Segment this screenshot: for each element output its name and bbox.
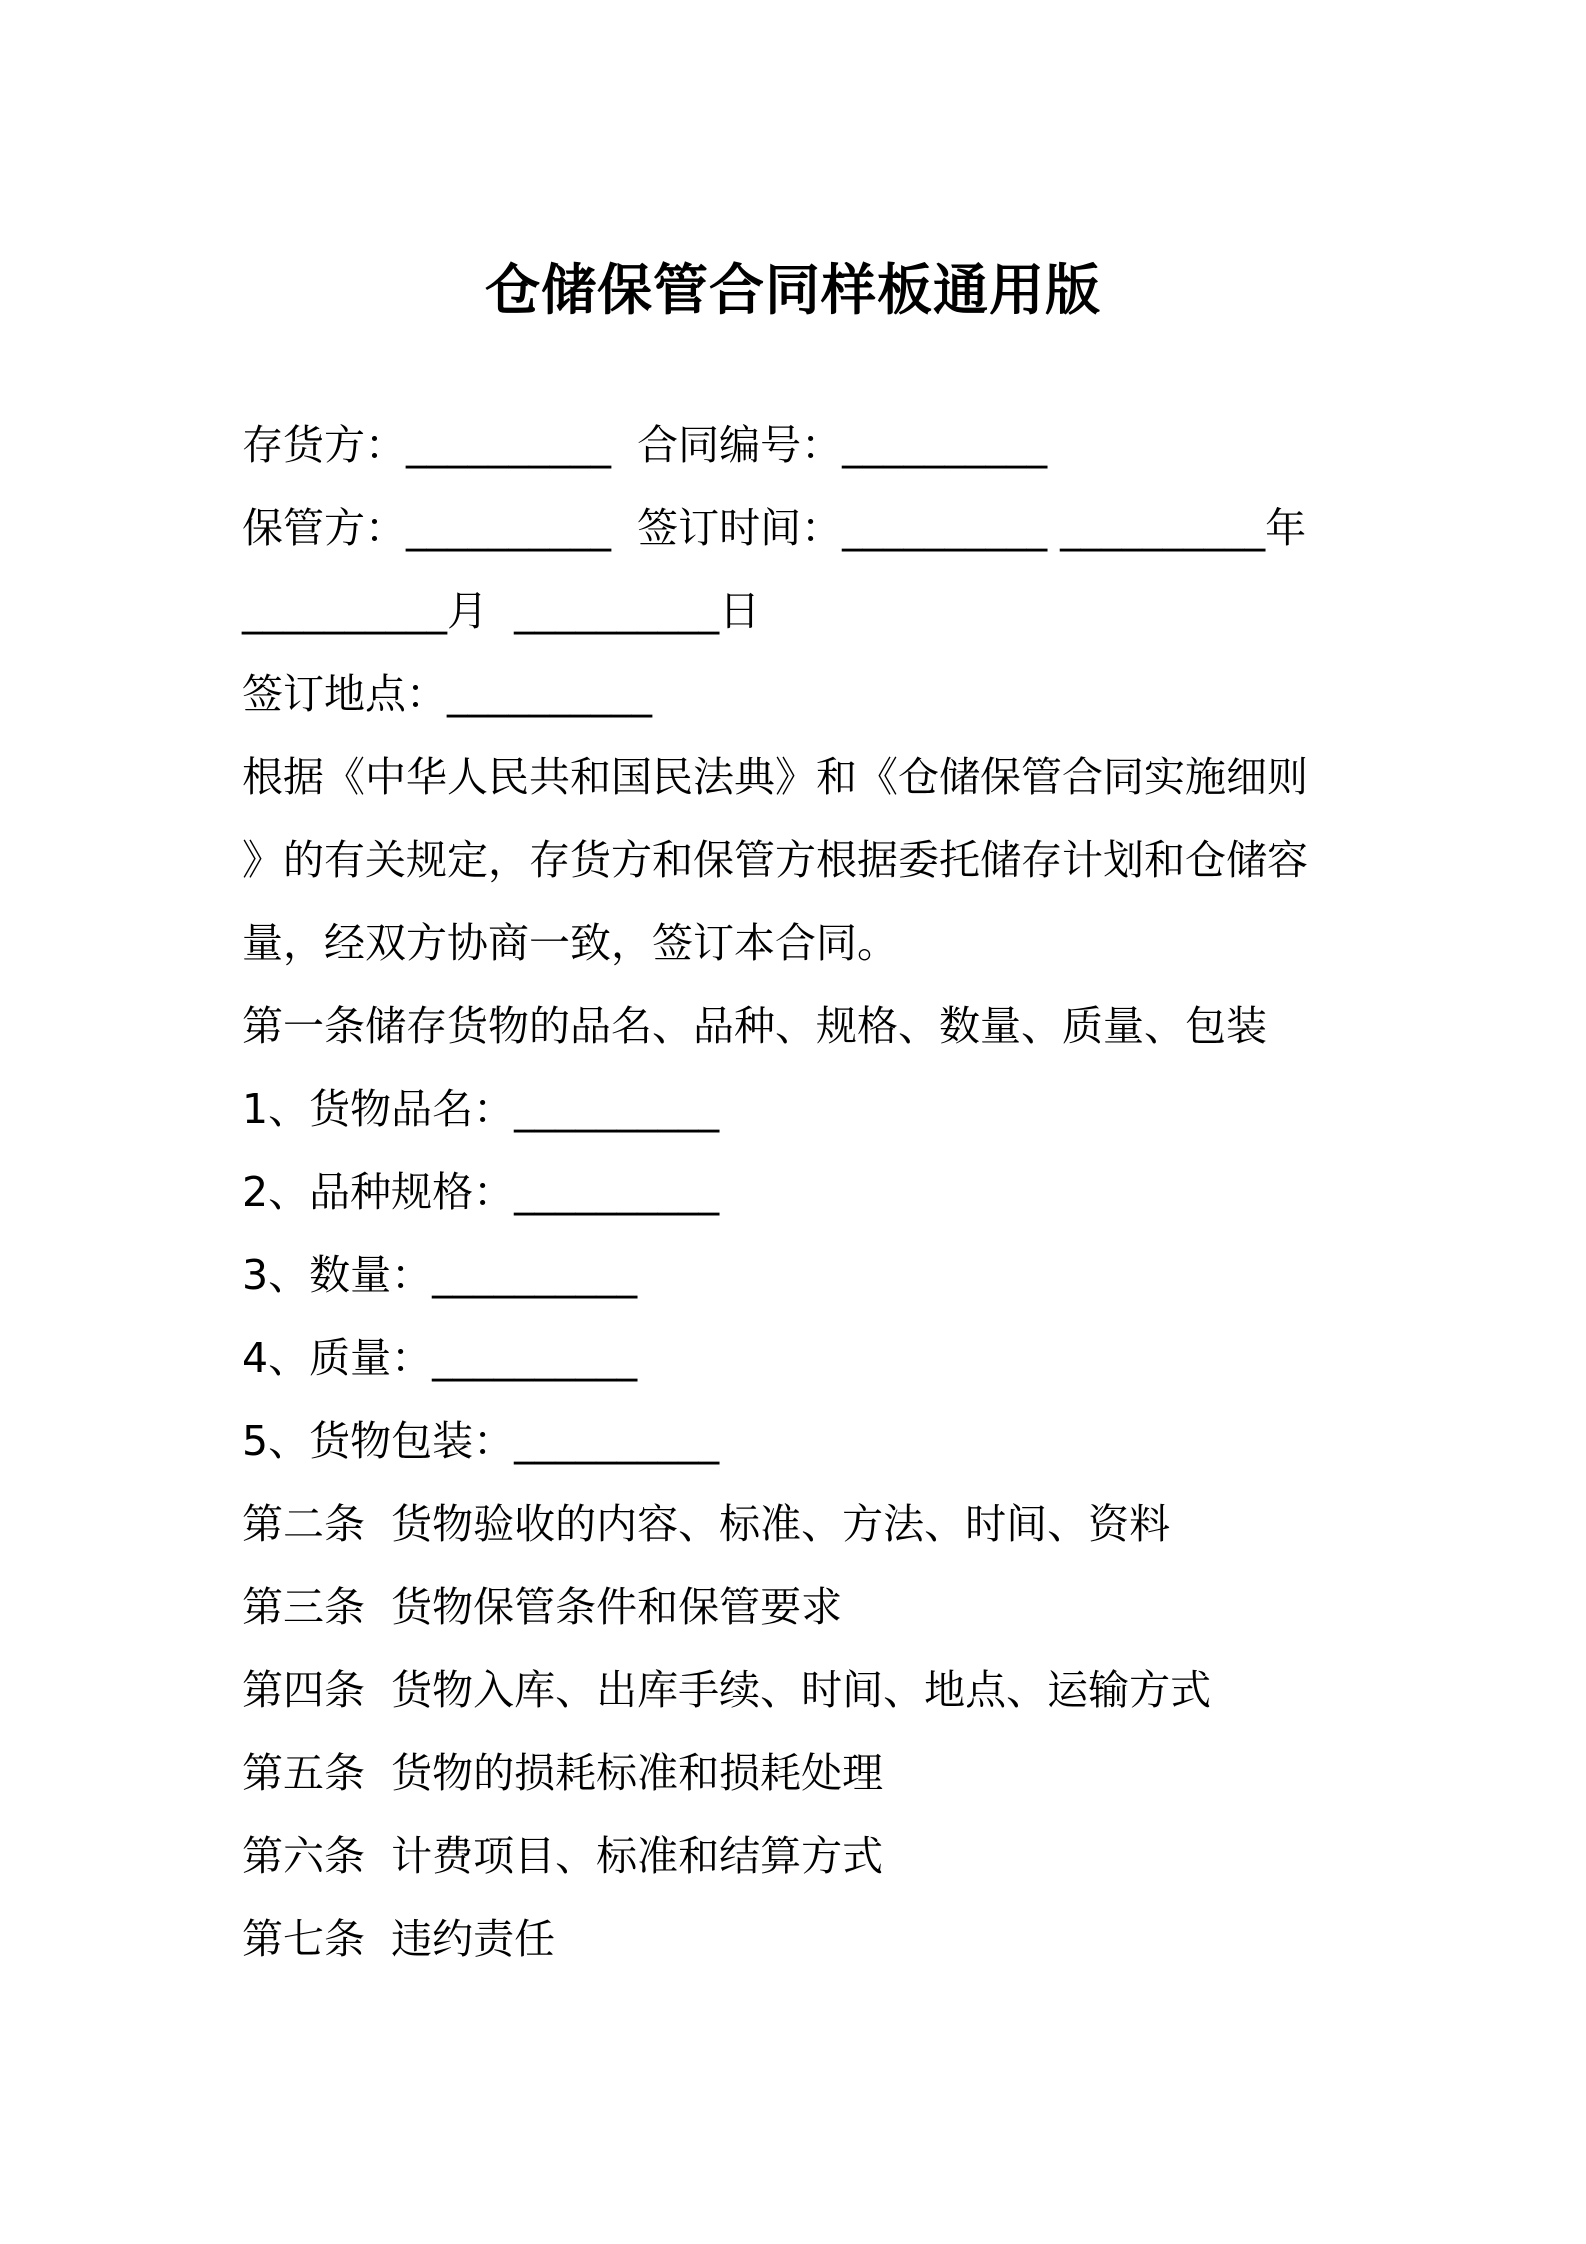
goods-quantity-field: 3、数量：__________ [242, 1251, 638, 1299]
article-2-heading: 第二条 货物验收的内容、标准、方法、时间、资料 [242, 1500, 1171, 1548]
document-title: 仓储保管合同样板通用版 [484, 258, 1101, 322]
article-7-heading: 第七条 违约责任 [242, 1915, 556, 1963]
article-4-heading: 第四条 货物入库、出库手续、时间、地点、运输方式 [242, 1666, 1212, 1714]
depositor-and-contract-number-line: 存货方：__________ 合同编号：__________ [242, 421, 1048, 469]
preamble-line-3: 量，经双方协商一致，签订本合同。 [242, 919, 898, 967]
custodian-and-signing-date-line: 保管方：__________ 签订时间：__________ __________年 [242, 504, 1307, 552]
article-3-heading: 第三条 货物保管条件和保管要求 [242, 1583, 843, 1631]
goods-quality-field: 4、质量：__________ [242, 1334, 638, 1382]
article-1-heading: 第一条储存货物的品名、品种、规格、数量、质量、包装 [242, 1002, 1267, 1050]
preamble-line-1: 根据《中华人民共和国民法典》和《仓储保管合同实施细则 [242, 753, 1308, 801]
article-5-heading: 第五条 货物的损耗标准和损耗处理 [242, 1749, 884, 1797]
article-6-heading: 第六条 计费项目、标准和结算方式 [242, 1832, 884, 1880]
signing-date-month-day-line: __________月 __________日 [242, 587, 761, 635]
preamble-line-2: 》的有关规定，存货方和保管方根据委托储存计划和仓储容 [242, 836, 1308, 884]
goods-spec-field: 2、品种规格：__________ [242, 1168, 720, 1216]
goods-name-field: 1、货物品名：__________ [242, 1085, 720, 1133]
goods-packaging-field: 5、货物包装：__________ [242, 1417, 720, 1465]
signing-place-line: 签订地点：__________ [242, 670, 652, 718]
